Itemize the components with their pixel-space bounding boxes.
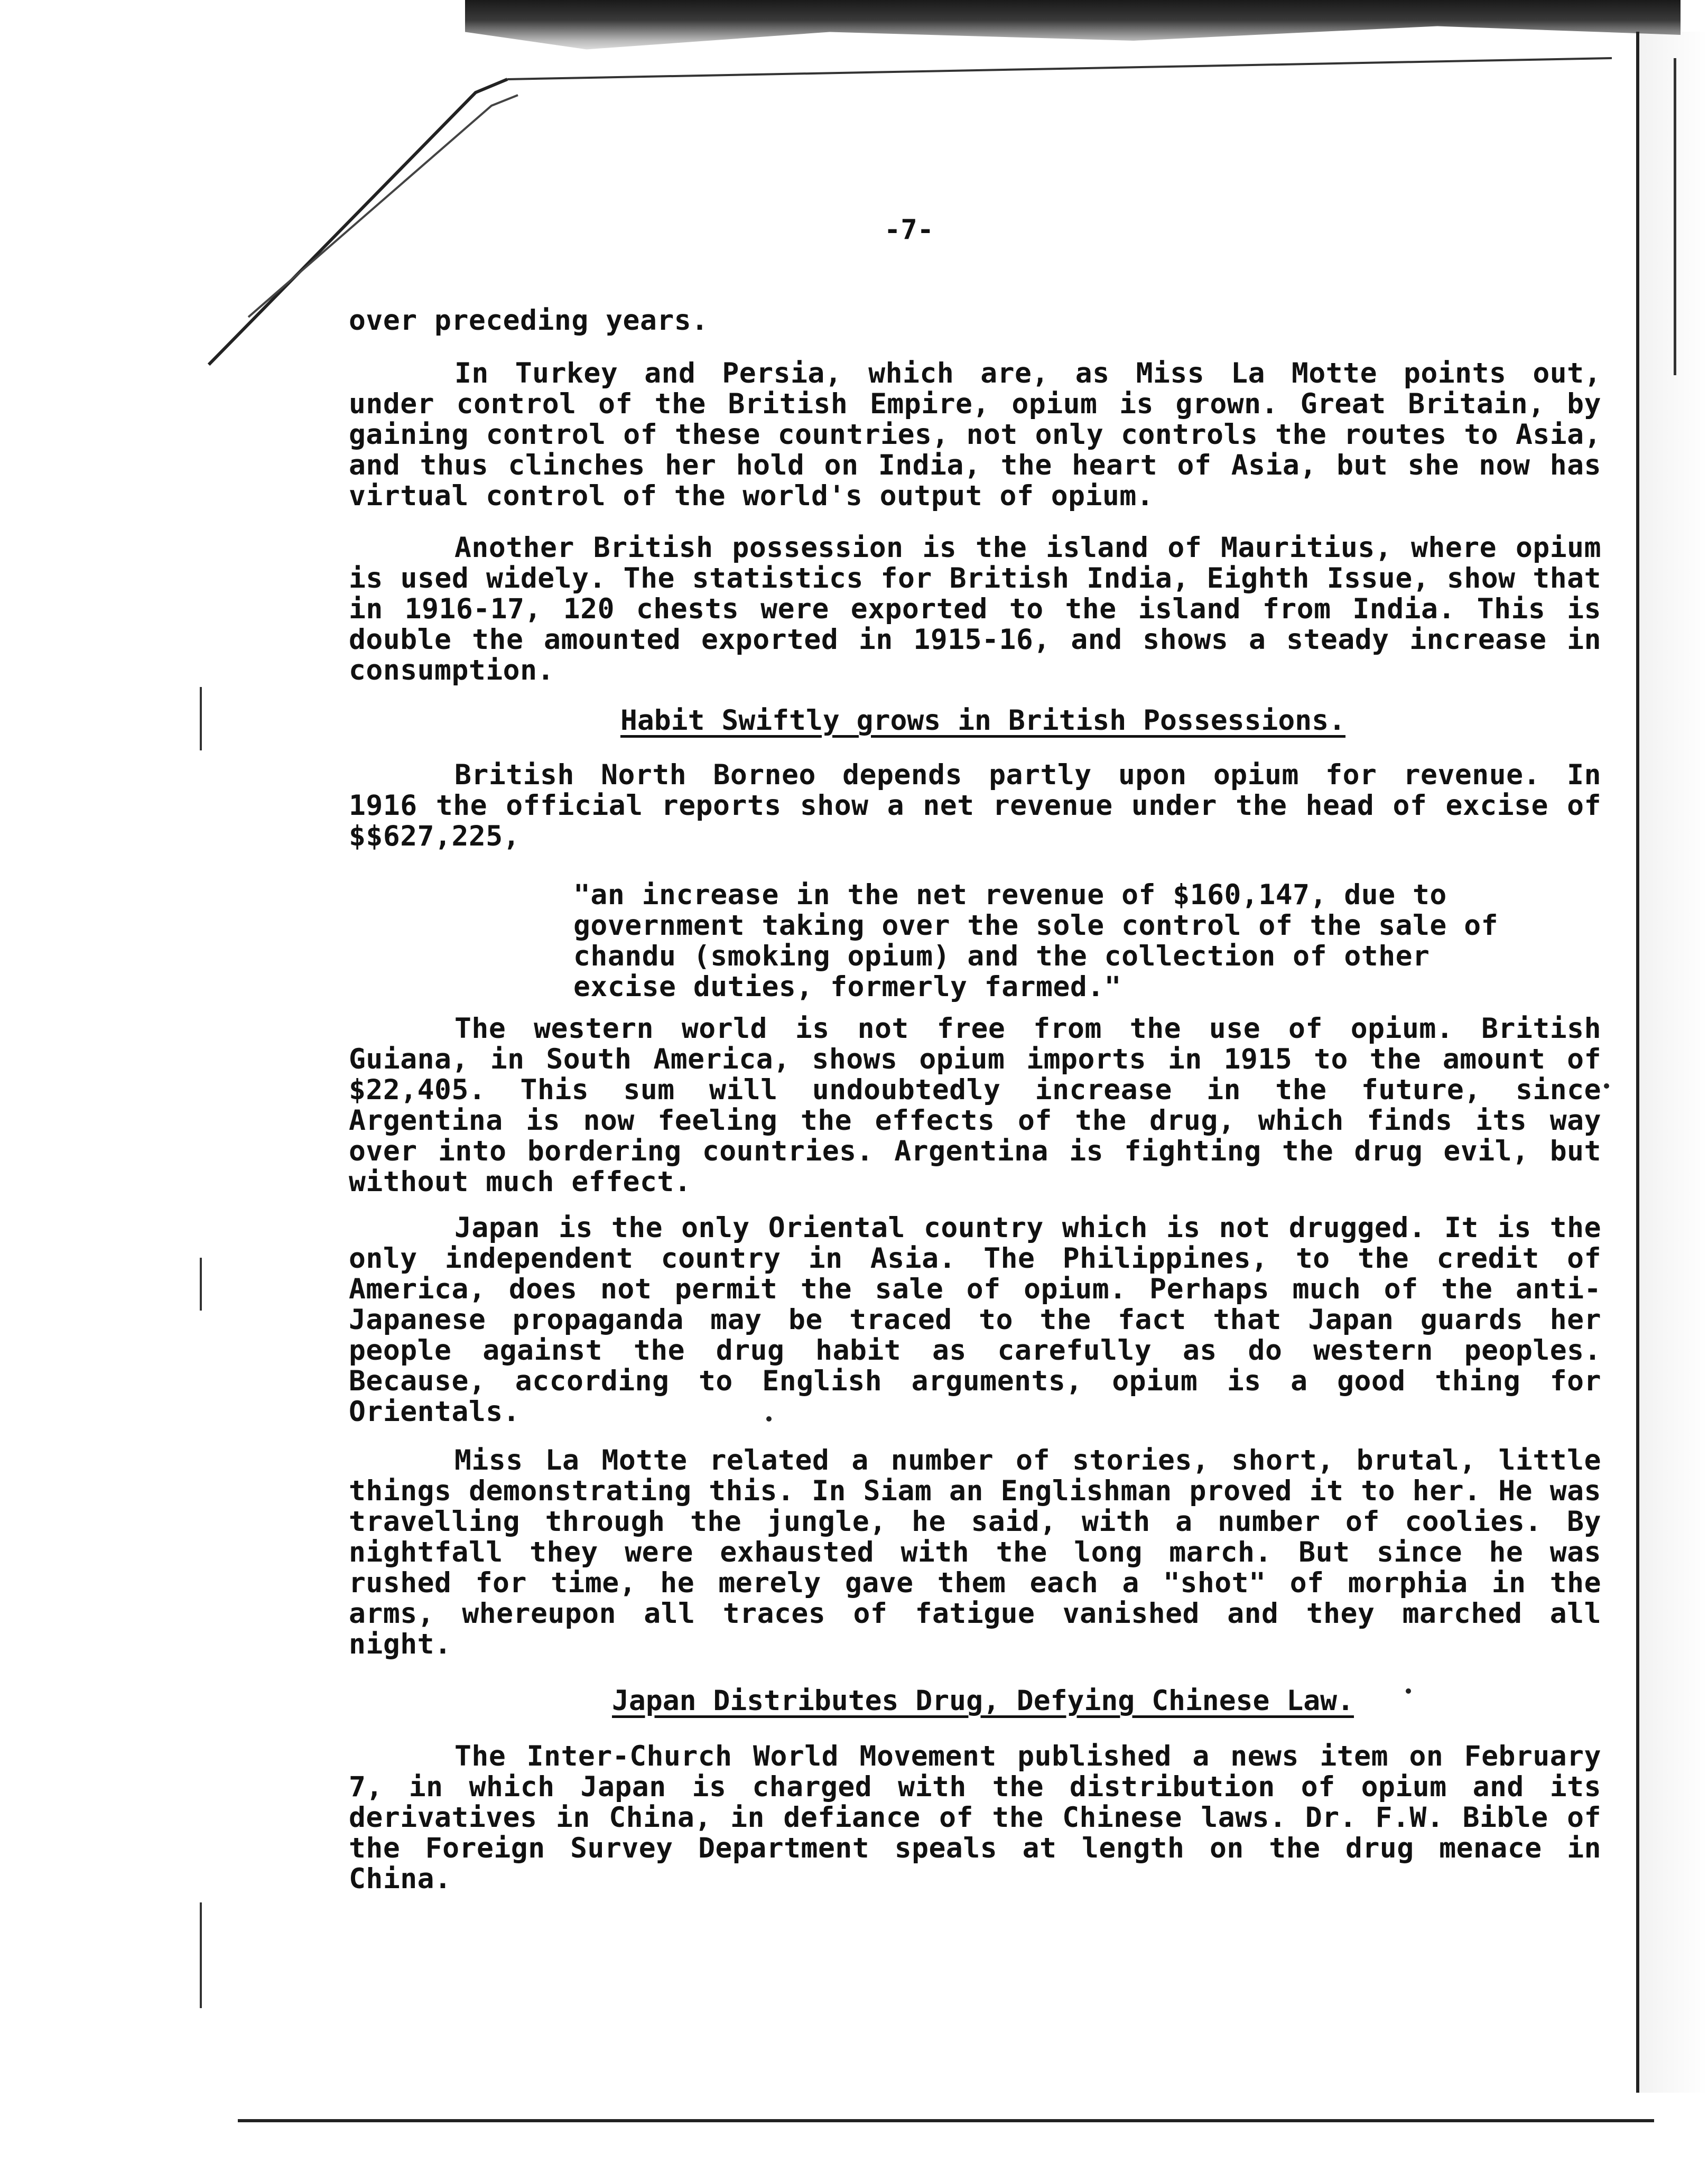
margin-mark bbox=[200, 1902, 202, 2008]
paragraph-turkey-persia: In Turkey and Persia, which are, as Miss La Motte points out, under control of the British Empire, opium is grown. Great Britain, by gaining control of these countries, not only controls the routes to Asia, and thus clinches her hold on India, the heart of Asia, but she now has virtual control of the world's output of opium. bbox=[349, 357, 1601, 512]
paragraph-western-world: The western world is not free from the use of opium. British Guiana, in South America, shows opium imports in 1915 to the amount of $22,405. This sum will undoubtedly increase in the future, since Argentina is now feeling the effects of the drug, which finds its way over into bordering countries. Argentina is fighting the drug evil, but without much effect. bbox=[349, 1013, 1601, 1198]
page-number: -7- bbox=[884, 214, 934, 246]
ink-speck bbox=[766, 1416, 772, 1422]
margin-mark bbox=[200, 1258, 202, 1311]
paragraph-la-motte-stories: Miss La Motte related a number of stories, short, brutal, little things demonstrating this. In Siam an Englishman proved it to her. He was travelling through the jungle, he said, with a number of coolies. By nightfall they were exhausted with the long march. But since he was rushed for time, he merely gave them each a "shot" of morphia in the arms, whereupon all traces of fatigue vanished and they marched all night. bbox=[349, 1444, 1601, 1660]
section-heading-japan-distributes: Japan Distributes Drug, Defying Chinese Law. bbox=[612, 1685, 1354, 1717]
paragraph-mauritius: Another British possession is the island of Mauritius, where opium is used widely. The statistics for British India, Eighth Issue, show that in 1916-17, 120 chests were exported to the island from India. This is double the amounted exported in 1915-16, and shows a steady increase in consumption. bbox=[349, 532, 1601, 686]
bottom-page-edge bbox=[238, 2119, 1654, 2122]
paragraph-north-borneo: British North Borneo depends partly upon opium for revenue. In 1916 the official reports show a net revenue under the head of excise of $$627,225, bbox=[349, 759, 1601, 852]
ink-speck bbox=[1406, 1688, 1411, 1694]
block-quote-revenue: "an increase in the net revenue of $160,147, due to government taking over the sole control of the sale of chandu (smoking opium) and the collection of other excise duties, formerly farmed." bbox=[573, 879, 1499, 1003]
paragraph-continuation: over preceding years. bbox=[349, 304, 709, 337]
margin-mark bbox=[200, 687, 202, 750]
ink-speck bbox=[1604, 1083, 1609, 1089]
paragraph-japan: Japan is the only Oriental country which is not drugged. It is the only independent country in Asia. The Philippines, to the credit of America, does not permit the sale of opium. Perhaps much of the anti-Japanese propaganda may be traced to the fact that Japan guards her people against the drug habit as carefully as do western peoples. Because, according to English arguments, opium is a good thing for Orientals. bbox=[349, 1212, 1601, 1428]
section-heading-british-possessions: Habit Swiftly grows in British Possessions. bbox=[620, 704, 1346, 737]
paragraph-inter-church: The Inter-Church World Movement published a news item on February 7, in which Japan is charged with the distribution of opium and its derivatives in China, in defiance of the Chinese laws. Dr. F.W. Bible of the Foreign Survey Department speals at length on the drug menace in China. bbox=[349, 1740, 1601, 1895]
top-page-line bbox=[507, 58, 1612, 79]
